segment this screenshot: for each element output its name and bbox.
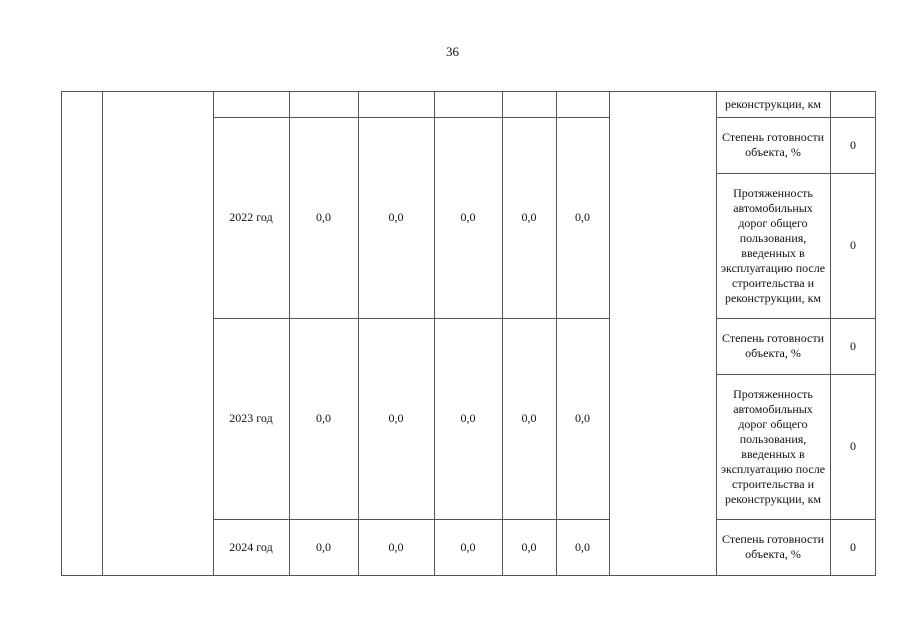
indicator-value: 0	[850, 238, 856, 252]
col-divider	[102, 91, 103, 576]
value-cell: 0,0	[521, 411, 537, 425]
col-divider	[716, 91, 717, 576]
indicator-value: 0	[850, 137, 856, 152]
year-cell: 2023 год	[229, 411, 273, 425]
value-cell: 0,0	[388, 210, 404, 224]
indicator-value: 0	[850, 439, 856, 453]
indicator-label: Протяженность автомобильных дорог общего пользования, введенных в эксплуатацию после строительства и реконструкции, км	[720, 386, 826, 506]
value-cell: 0,0	[460, 210, 476, 224]
col-divider	[609, 91, 610, 576]
value-cell: 0,0	[521, 539, 537, 554]
year-cell: 2022 год	[229, 210, 273, 224]
indicator-label: Степень готовности объекта, %	[722, 532, 824, 561]
table-border-left	[61, 91, 62, 576]
value-cell: 0,0	[575, 539, 590, 554]
value-cell: 0,0	[460, 539, 476, 554]
data-table	[61, 91, 876, 576]
indicator-value: 0	[850, 539, 856, 554]
year-cell: 2024 год	[229, 539, 273, 554]
value-cell: 0,0	[388, 539, 404, 554]
page-number: 36	[446, 44, 459, 59]
indicator-value: 0	[850, 338, 856, 353]
value-cell: 0,0	[388, 411, 404, 425]
indicator-label: реконструкции, км	[724, 96, 822, 111]
indicator-label: Протяженность автомобильных дорог общего пользования, введенных в эксплуатацию после строительства и реконструкции, км	[720, 185, 826, 305]
value-cell: 0,0	[575, 411, 590, 425]
value-cell: 0,0	[316, 539, 331, 554]
value-cell: 0,0	[521, 210, 537, 224]
indicator-label: Степень готовности объекта, %	[722, 331, 824, 360]
indicator-label: Степень готовности объекта, %	[722, 130, 824, 159]
value-cell: 0,0	[575, 210, 590, 224]
value-cell: 0,0	[316, 411, 331, 425]
table-border-bottom	[61, 575, 876, 576]
value-cell: 0,0	[460, 411, 476, 425]
value-cell: 0,0	[316, 210, 331, 224]
